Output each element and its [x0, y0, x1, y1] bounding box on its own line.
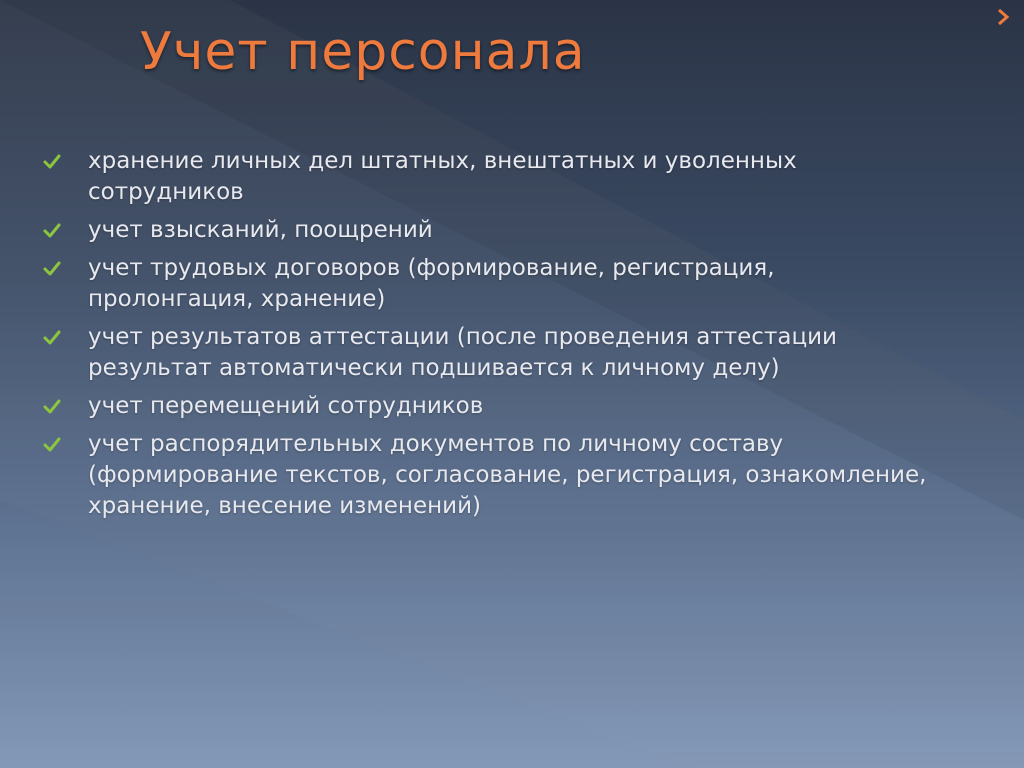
- list-item-text: учет результатов аттестации (после проведения аттестации результат автоматически подшивается к личному делу): [88, 324, 837, 381]
- check-icon: [42, 260, 62, 278]
- list-item-text: учет перемещений сотрудников: [88, 393, 484, 419]
- list-item: [40, 215, 940, 246]
- list-item: [40, 391, 940, 422]
- bullet-list: [40, 146, 940, 529]
- list-item: [40, 322, 940, 384]
- check-icon: [42, 153, 62, 171]
- check-icon: [42, 436, 62, 454]
- chevron-right-icon: [996, 8, 1010, 26]
- list-item-text: хранение личных дел штатных, внештатных и уволенных сотрудников: [88, 148, 797, 205]
- check-icon: [42, 398, 62, 416]
- check-icon: [42, 329, 62, 347]
- check-icon: [42, 222, 62, 240]
- list-item: [40, 429, 940, 522]
- list-item-text: учет распорядительных документов по личному составу (формирование текстов, согласование, регистрация, ознакомление, хранение, внесение изменений): [88, 431, 927, 519]
- slide-title: Учет персонала: [140, 22, 586, 82]
- list-item: [40, 253, 940, 315]
- list-item-text: учет трудовых договоров (формирование, регистрация, пролонгация, хранение): [88, 255, 775, 312]
- list-item: [40, 146, 940, 208]
- list-item-text: учет взысканий, поощрений: [88, 217, 433, 243]
